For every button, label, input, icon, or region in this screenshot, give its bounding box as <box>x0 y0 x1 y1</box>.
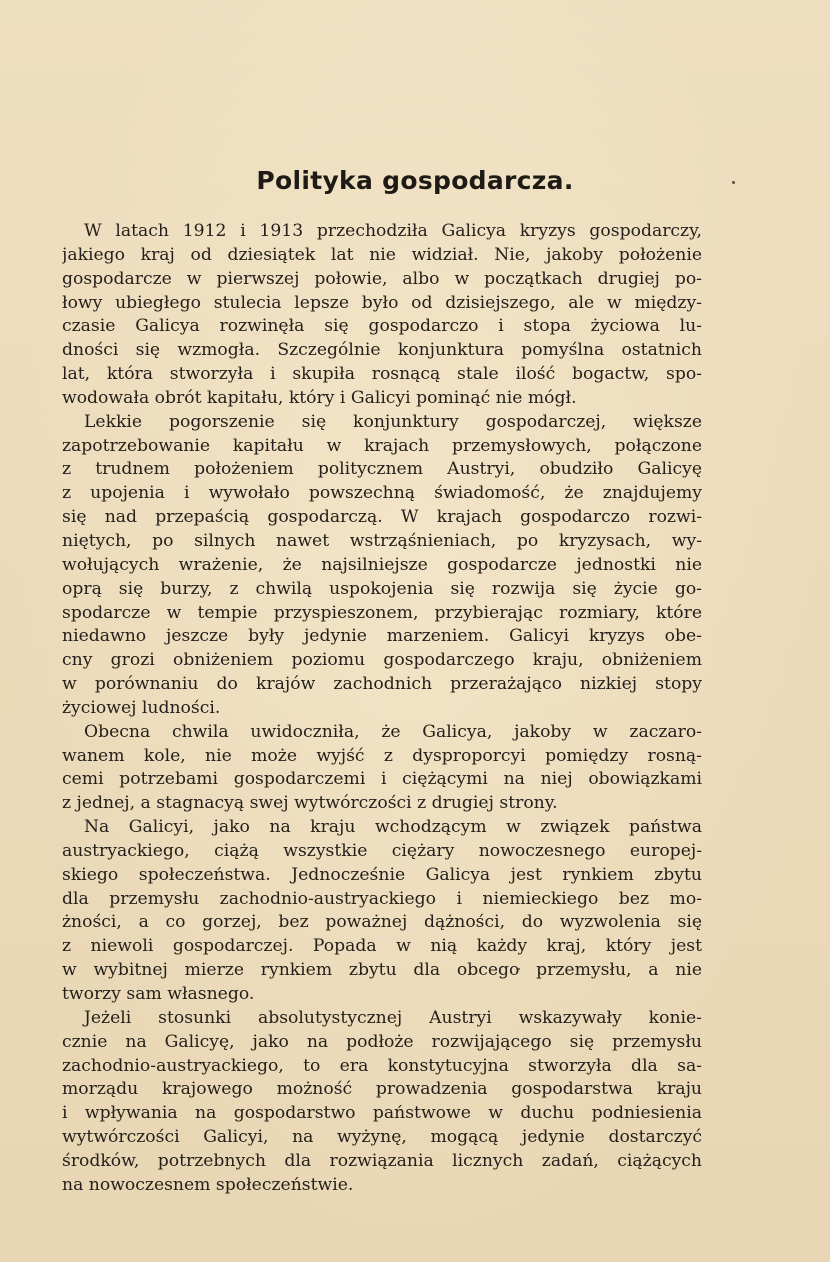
paragraph <box>62 816 702 1007</box>
paragraph <box>62 220 702 411</box>
text-line: z niewoli gospodarczej. Popada w nią każdy kraj, który jest <box>62 936 702 957</box>
text-line: lat, która stworzyła i skupiła rosnącą stale ilość bogactw, spo- <box>62 364 702 385</box>
text-line: wołujących wrażenie, że najsilniejsze gospodarcze jednostki nie <box>62 554 702 575</box>
text-line: dla przemysłu zachodnio-austryackiego i niemieckiego bez mo- <box>62 888 702 909</box>
text-line: życiowej ludności. <box>62 697 221 718</box>
text-line: tworzy sam własnego. <box>62 984 255 1004</box>
text-line: Lekkie pogorszenie się konjunktury gospodarczej, większe <box>84 411 702 432</box>
text-line: jakiego kraj od dziesiątek lat nie widział. Nie, jakoby położenie <box>62 244 702 265</box>
text-line: z upojenia i wywołało powszechną świadomość, że znajdujemy <box>62 483 702 504</box>
text-line: cemi potrzebami gospodarczemi i ciężącymi na niej obowiązkami <box>62 769 702 790</box>
text-line: wytwórczości Galicyi, na wyżynę, mogącą jedynie dostarczyć <box>62 1127 702 1148</box>
text-line: w wybitnej mierze rynkiem zbytu dla obcego przemysłu, a nie <box>62 960 702 981</box>
text-line: z trudnem położeniem politycznem Austryi, obudziło Galicyę <box>62 459 702 480</box>
text-line: niętych, po silnych nawet wstrząśnieniach, po kryzysach, wy- <box>62 530 702 551</box>
text-line: W latach 1912 i 1913 przechodziła Galicya kryzys gospodarczy, <box>84 221 702 241</box>
text-line: wodowała obrót kapitału, który i Galicyi pominąć nie mógł. <box>62 387 577 408</box>
body-text <box>62 220 702 1198</box>
text-line: cznie na Galicyę, jako na podłoże rozwijającego się przemysłu <box>62 1031 702 1052</box>
text-line: wanem kole, nie może wyjść z dysproporcyi pomiędzy rosną- <box>62 745 702 766</box>
paragraph <box>62 721 702 816</box>
text-line: z jednej, a stagnacyą swej wytwórczości z drugiej strony. <box>62 793 558 814</box>
text-line: się nad przepaścią gospodarczą. W krajach gospodarczo rozwi- <box>62 507 702 528</box>
text-line: na nowoczesnem społeczeństwie. <box>62 1174 354 1195</box>
text-line: środków, potrzebnych dla rozwiązania licznych zadań, ciążących <box>62 1150 702 1171</box>
text-line: austryackiego, ciążą wszystkie ciężary nowoczesnego europej- <box>62 840 702 861</box>
text-line: dności się wzmogła. Szczególnie konjunktura pomyślna ostatnich <box>62 340 702 361</box>
text-line: cny grozi obniżeniem poziomu gospodarczego kraju, obniżeniem <box>62 650 702 671</box>
page-title: Polityka gospodarcza. <box>256 166 574 195</box>
paragraph <box>62 411 702 721</box>
text-line: i wpływania na gospodarstwo państwowe w duchu podniesienia <box>62 1103 702 1124</box>
text-line: zapotrzebowanie kapitału w krajach przemysłowych, połączone <box>62 435 702 456</box>
text-line: spodarcze w tempie przyspieszonem, przybierając rozmiary, które <box>62 602 702 623</box>
text-line: czasie Galicya rozwinęła się gospodarczo i stopa życiowa lu- <box>62 316 702 337</box>
text-line: niedawno jeszcze były jedynie marzeniem. Galicyi kryzys obe- <box>62 626 702 647</box>
text-line: łowy ubiegłego stulecia lepsze było od dzisiejszego, ale w między- <box>62 292 702 313</box>
text-line: w porównaniu do krajów zachodnich przerażająco nizkiej stopy <box>62 674 702 695</box>
text-line: Obecna chwila uwidoczniła, że Galicya, jakoby w zaczaro- <box>84 721 702 742</box>
text-line: oprą się burzy, z chwilą uspokojenia się rozwija się życie go- <box>62 578 702 599</box>
text-line: morządu krajowego możność prowadzenia gospodarstwa kraju <box>62 1079 702 1100</box>
text-line: zachodnio-austryackiego, to era konstytucyjna stworzyła dla sa- <box>62 1055 702 1076</box>
text-line: Jeżeli stosunki absolutystycznej Austryi wskazywały konie- <box>84 1007 702 1028</box>
text-line: gospodarcze w pierwszej połowie, albo w początkach drugiej po- <box>62 268 702 289</box>
text-line: żności, a co gorzej, bez poważnej dążności, do wyzwolenia się <box>62 912 702 933</box>
text-line: skiego społeczeństwa. Jednocześnie Galicya jest rynkiem zbytu <box>62 864 702 885</box>
paragraph <box>62 1007 702 1198</box>
text-line: Na Galicyi, jako na kraju wchodzącym w związek państwa <box>84 817 702 838</box>
